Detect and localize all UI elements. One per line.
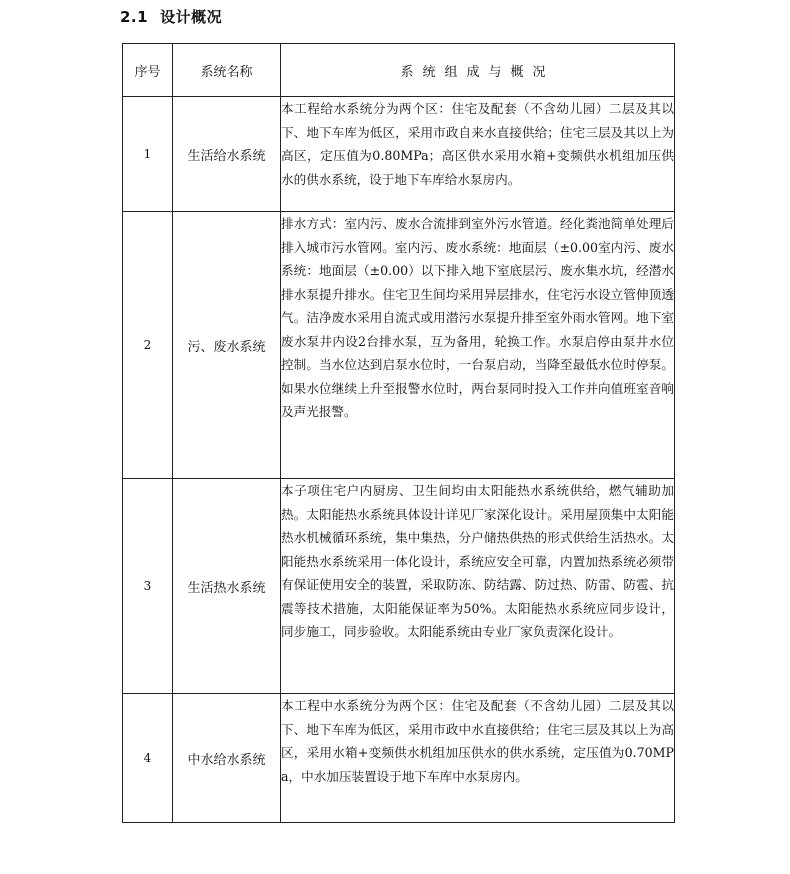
row-description: 本子项住宅户内厨房、卫生间均由太阳能热水系统供给，燃气辅助加热。太阳能热水系统具体设计详见厂家深化设计。采用屋顶集中太阳能热水机械循环系统，集中集热，分户储热供热的形式供给生活热水。太阳能热水系统采用一体化设计，系统应安全可靠，内置加热系统必须带有保证使用安全的装置，采取防冻、防结露、防过热、防雷、防雹、抗震等技术措施，太阳能保证率为50%。太阳能热水系统应同步设计，同步施工，同步验收。太阳能系统由专业厂家负责深化设计。 [281, 479, 675, 694]
row-seq: 1 [123, 97, 173, 212]
header-system-name: 系统名称 [173, 44, 281, 97]
row-seq: 4 [123, 694, 173, 823]
section-title: 设计概况 [160, 8, 223, 26]
header-description: 系统组成与概况 [281, 44, 675, 97]
section-heading [120, 6, 222, 27]
row-description: 本工程中水系统分为两个区：住宅及配套（不含幼儿园）二层及其以下、地下车库为低区，采用市政中水直接供给；住宅三层及其以上为高区，采用水箱+变频供水机组加压供水的供水系统，定压值为0.70MPa，中水加压装置设于地下车库中水泵房内。 [281, 694, 675, 823]
row-description: 本工程给水系统分为两个区：住宅及配套（不含幼儿园）二层及其以下、地下车库为低区，采用市政自来水直接供给；住宅三层及其以上为高区，定压值为0.80MPa；高区供水采用水箱+变频供水机组加压供水的供水系统，设于地下车库给水泵房内。 [281, 97, 675, 212]
row-description: 排水方式：室内污、废水合流排到室外污水管道。经化粪池简单处理后排入城市污水管网。室内污、废水系统：地面层（±0.00室内污、废水系统：地面层（±0.00）以下排入地下室底层污、废水集水坑，经潜水排水泵提升排水。住宅卫生间均采用异层排水，住宅污水设立管伸顶透气。洁净废水采用自流式或用潜污水泵提升排至室外雨水管网。地下室废水泵井内设2台排水泵，互为备用，轮换工作。水泵启停由泵井水位控制。当水位达到启泵水位时，一台泵启动，当降至最低水位时停泵。如果水位继续上升至报警水位时，两台泵同时投入工作并向值班室音响及声光报警。 [281, 212, 675, 479]
row-system-name: 生活给水系统 [173, 97, 281, 212]
table-header-row [123, 44, 675, 97]
table-row [123, 694, 675, 823]
header-seq: 序号 [123, 44, 173, 97]
table-row [123, 212, 675, 479]
row-system-name: 生活热水系统 [173, 479, 281, 694]
row-seq: 3 [123, 479, 173, 694]
row-system-name: 中水给水系统 [173, 694, 281, 823]
table-row [123, 97, 675, 212]
row-system-name: 污、废水系统 [173, 212, 281, 479]
section-number: 2.1 [120, 8, 149, 26]
row-seq: 2 [123, 212, 173, 479]
table-row [123, 479, 675, 694]
system-overview-table [122, 43, 675, 823]
